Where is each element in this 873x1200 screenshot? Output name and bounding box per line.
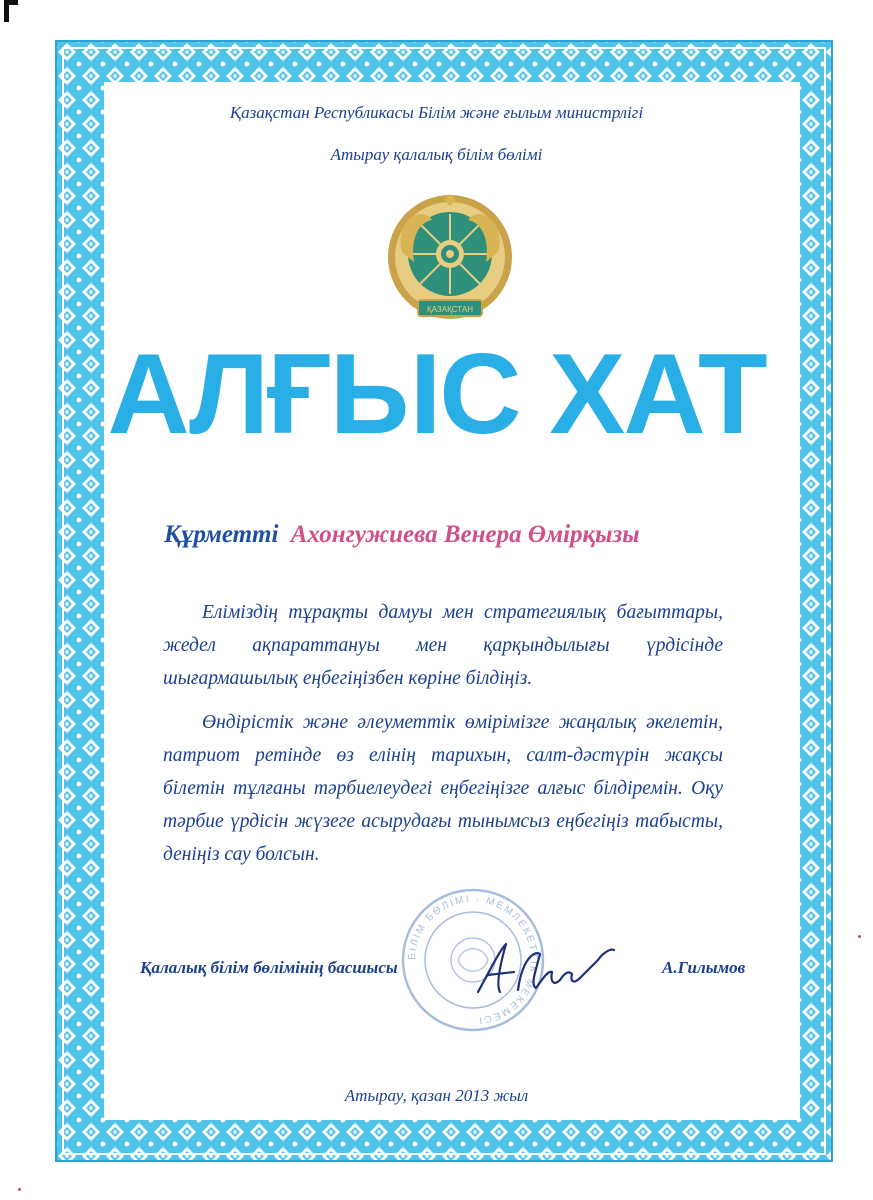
stamp-text: БІЛІМ БӨЛІМІ · МЕМЛЕКЕТТІК МЕКЕМЕСІ xyxy=(406,893,540,1026)
document-title: АЛҒЫС ХАТ xyxy=(107,331,766,458)
place-and-date: Атырау, қазан 2013 жыл xyxy=(344,1086,529,1105)
state-emblem-icon xyxy=(380,192,520,327)
emblem-ribbon-text: ҚАЗАҚСТАН xyxy=(427,305,473,314)
salutation: Құрметті xyxy=(164,521,279,548)
signatory-position: Қалалық білім бөлімінің басшысы xyxy=(140,958,398,977)
scan-speck xyxy=(858,935,861,938)
handwritten-signature xyxy=(470,930,620,1005)
signatory-name: А.Гилымов xyxy=(662,958,746,977)
addressee xyxy=(164,521,640,549)
scan-speck xyxy=(18,1188,21,1191)
body-paragraph-1: Еліміздің тұрақты дамуы мен стратегиялық бағыттары, жедел ақпараттануы мен қарқындылығы үрдісінде шығармашылық еңбегіңізбен көріне білдіңіз. xyxy=(163,602,723,689)
department-line: Атырау қалалық білім бөлімі xyxy=(330,145,543,164)
ministry-line: Қазақстан Республикасы Білім және ғылым министрлігі xyxy=(229,103,644,122)
body-paragraph-2: Өндірістік және әлеуметтік өмірімізге жаңалық әкелетін, патриот ретінде өз елінің тарихын, салт-дәстүрін жақсы білетін тұлғаны тәрбиелеудегі еңбегіңізге алғыс білдіремін. Оқу тәрбие үрдісін жүзеге асырудағы тынымсыз еңбегіңіз табысты, деніңіз сау болсын. xyxy=(163,712,723,865)
recipient-name: Ахонгужиева Венера Өмірқызы xyxy=(290,521,640,548)
scan-corner-mark xyxy=(4,0,18,22)
